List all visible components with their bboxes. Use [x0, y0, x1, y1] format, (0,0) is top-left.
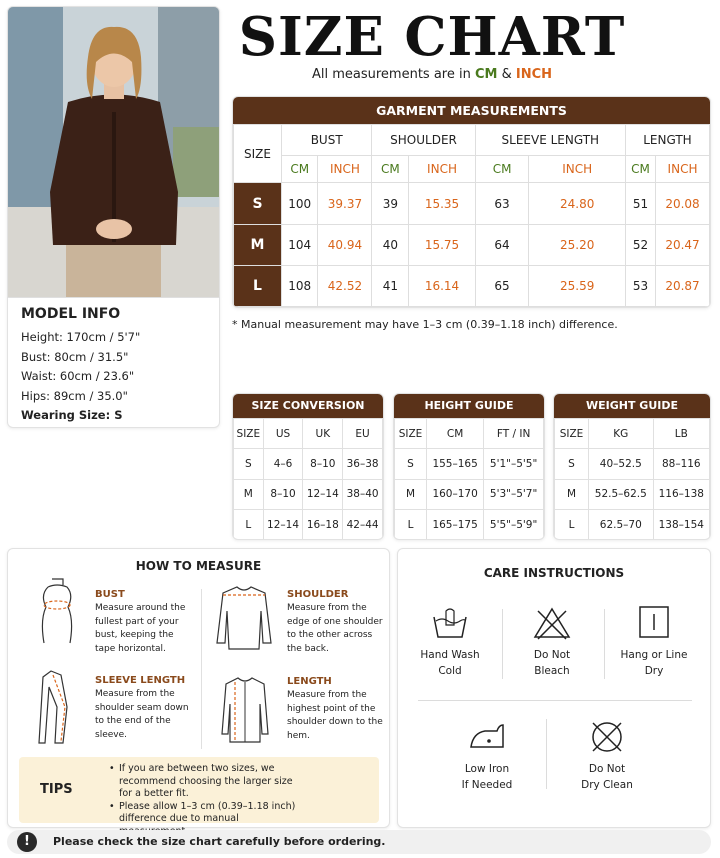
bust-header: BUST — [282, 125, 372, 156]
table-row: M 104 40.94 40 15.75 64 25.20 52 20.47 — [234, 225, 710, 266]
care-instructions-card — [397, 548, 711, 828]
shoulder-desc: Measure from the edge of one shoulder to the other across the back. — [287, 603, 383, 654]
model-bust: Bust: 80cm / 31.5" — [21, 349, 129, 364]
inch-header: INCH — [656, 156, 710, 183]
model-illustration — [8, 7, 220, 298]
how-to-measure-card — [7, 548, 390, 828]
table-row: M 8–10 12–14 38–40 — [234, 479, 383, 510]
tip-item: • Please allow 1–3 cm (0.39–1.18 inch) difference due to manual — [109, 801, 299, 839]
table-row: M 52.5–62.5 116–138 — [555, 479, 710, 510]
tip-item: • If you are between two sizes, we recommend choosing the larger size for a better fit. — [109, 763, 299, 801]
table-row: L 12–14 16–18 42–44 — [234, 510, 383, 541]
cm-header: CM — [475, 156, 529, 183]
model-waist: Waist: 60cm / 23.6" — [21, 369, 135, 383]
divider — [201, 589, 202, 749]
line-dry-icon — [634, 605, 674, 641]
measurement-note: * Manual measurement may have 1–3 cm (0.39–1.18 inch) difference. — [232, 318, 618, 331]
length-figure-icon — [218, 674, 273, 746]
tips-box — [19, 757, 379, 823]
sleeve-figure-icon — [33, 667, 78, 747]
inch-header: INCH — [318, 156, 372, 183]
model-hips: Hips: 89cm / 35.0" — [21, 388, 128, 403]
low-iron-icon — [467, 719, 507, 755]
cm-header: CM — [372, 156, 409, 183]
bust-desc: Measure around the fullest part of your bust, keeping the tape horizontal. — [95, 603, 186, 654]
model-height: Height: 170cm / 5'7" — [21, 330, 141, 344]
size-conversion-heading: SIZE CONVERSION — [233, 394, 383, 418]
length-header: LENGTH — [625, 125, 709, 156]
divider — [546, 719, 547, 789]
no-dry-clean-icon — [587, 719, 627, 755]
footer-banner — [7, 830, 711, 854]
hand-wash-icon — [430, 605, 470, 641]
sleeve-length-title: SLEEVE LENGTH — [95, 675, 186, 686]
weight-guide-table: SIZE KG LB S 40–52.5 88–116 M 52.5–62.5 116–138 L 62.5–70 138–154 — [554, 418, 710, 540]
model-wearing-size: Wearing Size: S — [21, 408, 123, 422]
shoulder-title: SHOULDER — [287, 589, 349, 600]
how-to-measure-heading: HOW TO MEASURE — [135, 559, 262, 573]
size-header: SIZE — [234, 125, 282, 183]
page-title: SIZE CHART — [238, 6, 626, 68]
table-row: S 4–6 8–10 36–38 — [234, 449, 383, 480]
no-bleach-icon — [532, 605, 572, 641]
care-heading: CARE INSTRUCTIONS — [483, 566, 625, 580]
alert-icon: ! — [17, 832, 37, 852]
cm-header: CM — [625, 156, 655, 183]
height-guide-card — [393, 393, 545, 540]
tips-list — [109, 763, 299, 838]
care-item-no-dry-clean: Do Not Dry Clean — [557, 719, 657, 793]
table-row: L 165–175 5'5"–5'9" — [395, 510, 544, 541]
divider — [418, 700, 692, 701]
page-subtitle: All measurements are in CM & INCH — [311, 67, 553, 82]
table-row: L 108 42.52 41 16.14 65 25.59 53 20.87 — [234, 266, 710, 307]
sleeve-header: SLEEVE LENGTH — [475, 125, 625, 156]
inch-header: INCH — [409, 156, 475, 183]
shoulder-header: SHOULDER — [372, 125, 475, 156]
sleeve-length-desc: Measure from the shoulder seam down to the end of the sleeve. — [95, 689, 189, 740]
height-guide-table: SIZE CM FT / IN S 155–165 5'1"–5'5" M 160–170 5'3"–5'7" L 165–175 5'5"–5'9" — [394, 418, 544, 540]
height-guide-heading: HEIGHT GUIDE — [394, 394, 544, 418]
shoulder-figure-icon — [213, 581, 275, 651]
table-row: L 62.5–70 138–154 — [555, 510, 710, 541]
model-photo — [7, 6, 220, 298]
inch-header: INCH — [529, 156, 625, 183]
tips-label: TIPS — [40, 782, 73, 797]
care-item-line-dry: Hang or Line Dry — [604, 605, 704, 679]
weight-guide-card — [553, 393, 711, 540]
weight-guide-heading: WEIGHT GUIDE — [554, 394, 710, 418]
size-conversion-table: SIZE US UK EU S 4–6 8–10 36–38 M 8–10 12–14 38–40 L 12–14 16–18 42–44 — [233, 418, 383, 540]
garment-heading: GARMENT MEASUREMENTS — [233, 97, 710, 124]
size-conversion-card — [232, 393, 384, 540]
cm-header: CM — [282, 156, 318, 183]
length-title: LENGTH — [287, 676, 332, 687]
table-row: S 100 39.37 39 15.35 63 24.80 51 20.08 — [234, 183, 710, 225]
footer-text: Please check the size chart carefully before ordering. — [53, 835, 386, 848]
care-item-low-iron: Low Iron If Needed — [437, 719, 537, 793]
table-row: S 155–165 5'1"–5'5" — [395, 449, 544, 480]
care-item-hand-wash: Hand Wash Cold — [400, 605, 500, 679]
length-desc: Measure from the highest point of the shoulder down to the hem. — [287, 690, 383, 741]
table-row: M 160–170 5'3"–5'7" — [395, 479, 544, 510]
bust-figure-icon — [30, 575, 85, 645]
bust-title: BUST — [95, 589, 125, 600]
garment-table — [233, 124, 710, 307]
care-item-no-bleach: Do Not Bleach — [502, 605, 602, 679]
table-row: S 40–52.5 88–116 — [555, 449, 710, 480]
model-info-card — [7, 298, 220, 428]
garment-measurements-card — [232, 96, 711, 308]
model-info-title: MODEL INFO — [21, 306, 121, 322]
